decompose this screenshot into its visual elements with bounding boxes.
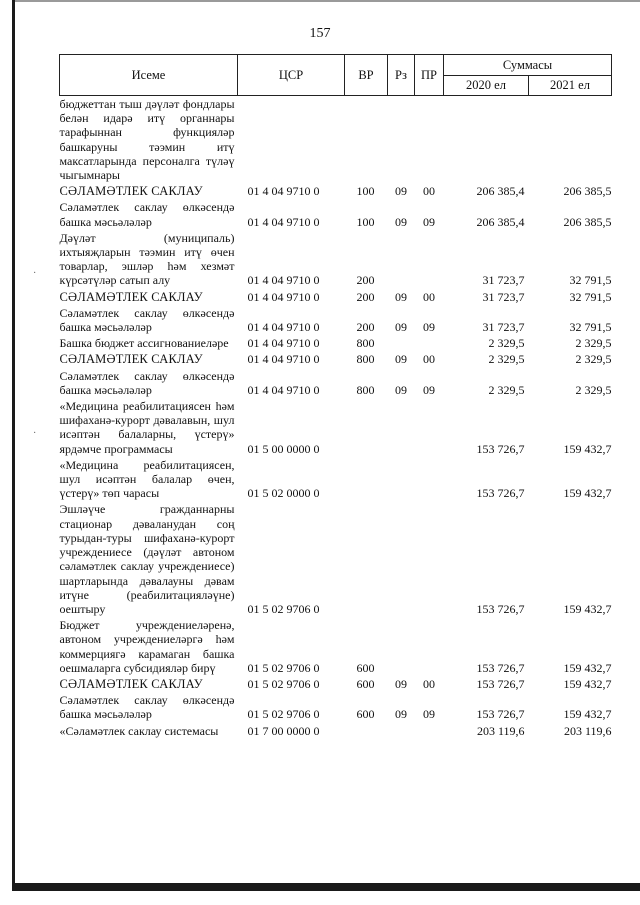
row-pr <box>415 457 444 502</box>
row-name: Сәламәтлек саклау өлкәсендә башка мәсьәләләр <box>59 693 235 722</box>
row-pr <box>415 230 444 289</box>
row-name: Сәламәтлек саклау өлкәсендә башка мәсьәләләр <box>59 200 235 229</box>
scan-bottom-edge <box>12 883 640 891</box>
row-pr: 00 <box>423 676 435 691</box>
table-body <box>60 96 612 739</box>
row-rz <box>388 723 415 739</box>
row-csr <box>238 96 345 184</box>
table-row <box>60 617 612 676</box>
row-amount-2021: 32 791,5 <box>569 289 612 304</box>
row-vr: 100 <box>356 184 375 199</box>
row-name: СӘЛАМӘТЛЕК САКЛАУ <box>59 352 203 367</box>
table-row <box>60 305 612 335</box>
row-csr: 01 5 02 0000 0 <box>247 486 320 501</box>
margin-dot: · <box>33 428 37 439</box>
row-vr <box>345 501 388 617</box>
row-pr: 00 <box>423 289 435 304</box>
row-amount-2021 <box>529 96 612 184</box>
row-pr: 09 <box>423 214 435 229</box>
row-vr <box>345 96 388 184</box>
table-row <box>60 501 612 617</box>
row-name: Сәламәтлек саклау өлкәсендә башка мәсьәләләр <box>59 368 235 397</box>
row-pr <box>415 96 444 184</box>
row-rz <box>388 501 415 617</box>
row-amount-2021: 32 791,5 <box>569 273 612 288</box>
table-row <box>60 230 612 289</box>
row-rz: 09 <box>395 214 407 229</box>
row-csr: 01 4 04 9710 0 <box>247 273 320 288</box>
header-sums: Суммасы <box>444 55 612 76</box>
row-amount-2020: 153 726,7 <box>476 441 525 456</box>
row-name: «Медицина реабилитациясен, шул исәптән балалар өчен, үстерү» төп чарасы <box>59 457 235 501</box>
row-csr: 01 7 00 0000 0 <box>247 723 320 738</box>
row-vr: 600 <box>356 660 375 675</box>
row-pr: 00 <box>423 352 435 367</box>
row-csr: 01 4 04 9710 0 <box>247 336 320 351</box>
row-amount-2021: 159 432,7 <box>563 707 612 722</box>
row-rz: 09 <box>395 382 407 397</box>
header-name: Исеме <box>60 55 238 96</box>
table-header <box>60 55 612 96</box>
row-pr <box>415 335 444 351</box>
row-amount-2020 <box>444 96 529 184</box>
row-csr: 01 5 02 9706 0 <box>247 601 320 616</box>
table-row <box>60 199 612 229</box>
row-rz <box>388 230 415 289</box>
row-amount-2020: 153 726,7 <box>476 707 525 722</box>
row-amount-2021: 2 329,5 <box>575 352 612 367</box>
row-amount-2020: 153 726,7 <box>476 601 525 616</box>
table-row <box>60 457 612 502</box>
row-vr <box>345 457 388 502</box>
row-vr <box>345 723 388 739</box>
row-name: Эшләүче гражданнарны стационар дәваланудан соң турыдан-туры шифаханә-курорт учреждениесе (дәүләт автоном сәламәтлек саклау учреждениесе) шартларында дәвалауны дәвам итүне (реабилитацияләүне) оештыру <box>59 502 235 616</box>
row-pr <box>415 398 444 457</box>
row-amount-2020: 31 723,7 <box>482 320 525 335</box>
row-pr: 09 <box>423 382 435 397</box>
row-amount-2021: 159 432,7 <box>563 660 612 675</box>
header-vr: ВР <box>345 55 388 96</box>
row-csr: 01 5 02 9706 0 <box>247 676 320 691</box>
row-vr: 800 <box>356 382 375 397</box>
row-amount-2021: 159 432,7 <box>563 676 612 691</box>
table-row <box>60 692 612 722</box>
row-amount-2021: 159 432,7 <box>563 486 612 501</box>
row-csr: 01 5 02 9706 0 <box>247 707 320 722</box>
table-row <box>60 183 612 199</box>
row-vr: 800 <box>356 352 375 367</box>
row-rz: 09 <box>395 707 407 722</box>
table-row <box>60 723 612 739</box>
margin-dot: · <box>33 268 37 279</box>
row-amount-2020: 31 723,7 <box>482 289 525 304</box>
row-rz <box>388 617 415 676</box>
table-row <box>60 96 612 184</box>
row-pr <box>415 723 444 739</box>
row-name: Башка бюджет ассигнованиеләре <box>59 336 229 351</box>
row-vr: 100 <box>356 214 375 229</box>
row-amount-2020: 203 119,6 <box>476 723 525 738</box>
row-amount-2021: 206 385,5 <box>563 184 612 199</box>
table-row <box>60 351 612 367</box>
row-vr: 200 <box>356 273 375 288</box>
scan-left-edge <box>12 0 15 891</box>
row-name: бюджеттан тыш дәүләт фондлары белән идарә итү органнары тарафыннан функцияләр башкаруны тәэмин итү максатларында персоналга түләү чыгымнары <box>59 97 235 183</box>
row-pr <box>415 501 444 617</box>
row-name: СӘЛАМӘТЛЕК САКЛАУ <box>59 289 203 304</box>
row-csr: 01 4 04 9710 0 <box>247 214 320 229</box>
row-csr: 01 4 04 9710 0 <box>247 184 320 199</box>
row-pr: 09 <box>423 707 435 722</box>
row-rz <box>388 96 415 184</box>
row-rz: 09 <box>395 184 407 199</box>
row-vr: 600 <box>356 707 375 722</box>
table-row <box>60 676 612 692</box>
row-amount-2020: 2 329,5 <box>488 336 525 351</box>
row-vr: 600 <box>356 676 375 691</box>
header-pr: ПР <box>415 55 444 96</box>
row-vr <box>345 398 388 457</box>
row-pr: 09 <box>423 320 435 335</box>
row-csr: 01 4 04 9710 0 <box>247 320 320 335</box>
row-amount-2020: 31 723,7 <box>482 273 525 288</box>
table-row <box>60 398 612 457</box>
row-amount-2021: 206 385,5 <box>563 214 612 229</box>
row-name: Сәламәтлек саклау өлкәсендә башка мәсьәләләр <box>59 305 235 335</box>
row-pr <box>415 617 444 676</box>
table-row <box>60 368 612 398</box>
page-number: 157 <box>309 26 331 41</box>
header-csr: ЦСР <box>238 55 345 96</box>
row-rz: 09 <box>395 676 407 691</box>
row-csr: 01 4 04 9710 0 <box>247 289 320 304</box>
row-name: «Медицина реабилитациясен һәм шифаханә-курорт дәвалавын, шул исәптән балаларны, үстерү» ярдәмче программасы <box>59 399 235 456</box>
table-row <box>60 335 612 351</box>
row-amount-2020: 206 385,4 <box>476 214 525 229</box>
row-pr: 00 <box>423 184 435 199</box>
row-amount-2020: 153 726,7 <box>476 486 525 501</box>
header-year-2020: 2020 ел <box>444 76 529 96</box>
row-name: Дәүләт (муниципаль) ихтыяҗларын тәэмин итү өчен товарлар, эшләр һәм хезмәт күрсәтүләр сатып алу <box>59 230 235 288</box>
row-amount-2021: 2 329,5 <box>575 336 612 351</box>
row-vr: 200 <box>356 320 375 335</box>
row-amount-2021: 2 329,5 <box>575 382 612 397</box>
row-amount-2021: 32 791,5 <box>569 320 612 335</box>
row-csr: 01 5 00 0000 0 <box>247 441 320 456</box>
row-vr: 200 <box>356 289 375 304</box>
row-amount-2020: 153 726,7 <box>476 676 525 691</box>
row-name: Бюджет учреждениеләренә, автоном учреждениеләргә һәм коммерциягә карамаган башка оешмаларга субсидияләр бирү <box>59 618 235 675</box>
row-vr: 800 <box>356 336 375 351</box>
row-amount-2020: 2 329,5 <box>488 352 525 367</box>
row-amount-2020: 2 329,5 <box>488 382 525 397</box>
row-amount-2020: 153 726,7 <box>476 660 525 675</box>
row-csr: 01 5 02 9706 0 <box>247 660 320 675</box>
row-name: «Сәламәтлек саклау системасы <box>59 723 219 738</box>
scan-top-edge <box>12 0 640 2</box>
row-csr: 01 4 04 9710 0 <box>247 382 320 397</box>
row-rz: 09 <box>395 289 407 304</box>
table-row <box>60 289 612 305</box>
header-year-2021: 2021 ел <box>529 76 612 96</box>
row-rz: 09 <box>395 320 407 335</box>
row-name: СӘЛАМӘТЛЕК САКЛАУ <box>59 676 203 691</box>
row-csr: 01 4 04 9710 0 <box>247 352 320 367</box>
row-rz <box>388 398 415 457</box>
row-rz: 09 <box>395 352 407 367</box>
row-amount-2021: 203 119,6 <box>563 723 612 738</box>
row-rz <box>388 335 415 351</box>
budget-table <box>59 54 612 739</box>
row-amount-2021: 159 432,7 <box>563 441 612 456</box>
header-rz: Рз <box>388 55 415 96</box>
row-rz <box>388 457 415 502</box>
row-amount-2021: 159 432,7 <box>563 601 612 616</box>
row-amount-2020: 206 385,4 <box>476 184 525 199</box>
row-name: СӘЛАМӘТЛЕК САКЛАУ <box>59 184 203 199</box>
